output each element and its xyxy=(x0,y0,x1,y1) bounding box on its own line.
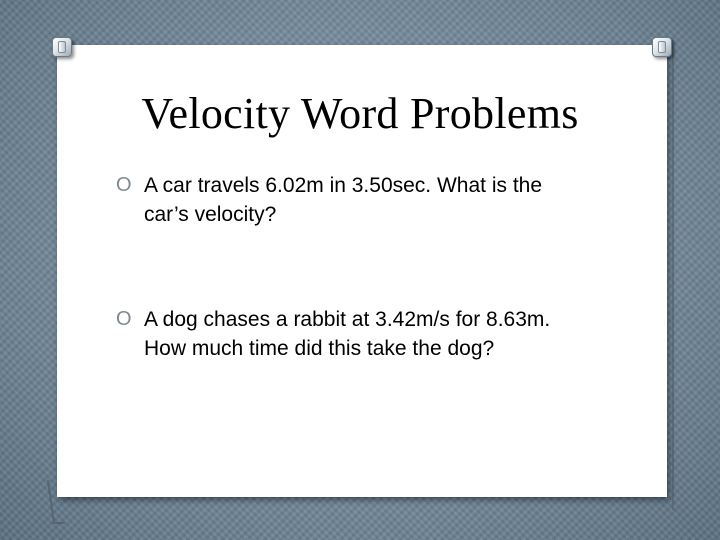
bullet-item-dog xyxy=(116,305,586,363)
bullet-list xyxy=(116,171,586,439)
bullet-marker: O xyxy=(116,308,132,330)
bullet-marker: O xyxy=(116,174,132,196)
bullet-item-car xyxy=(116,171,586,229)
pushpin-left-icon xyxy=(52,37,72,57)
pushpin-right-icon xyxy=(652,37,672,57)
bullet-text: A dog chases a rabbit at 3.42m/s for 8.63m. How much time did this take the dog? xyxy=(144,308,551,360)
slide-title: Velocity Word Problems xyxy=(141,89,579,138)
bullet-text: A car travels 6.02m in 3.50sec. What is the car’s velocity? xyxy=(144,174,543,226)
